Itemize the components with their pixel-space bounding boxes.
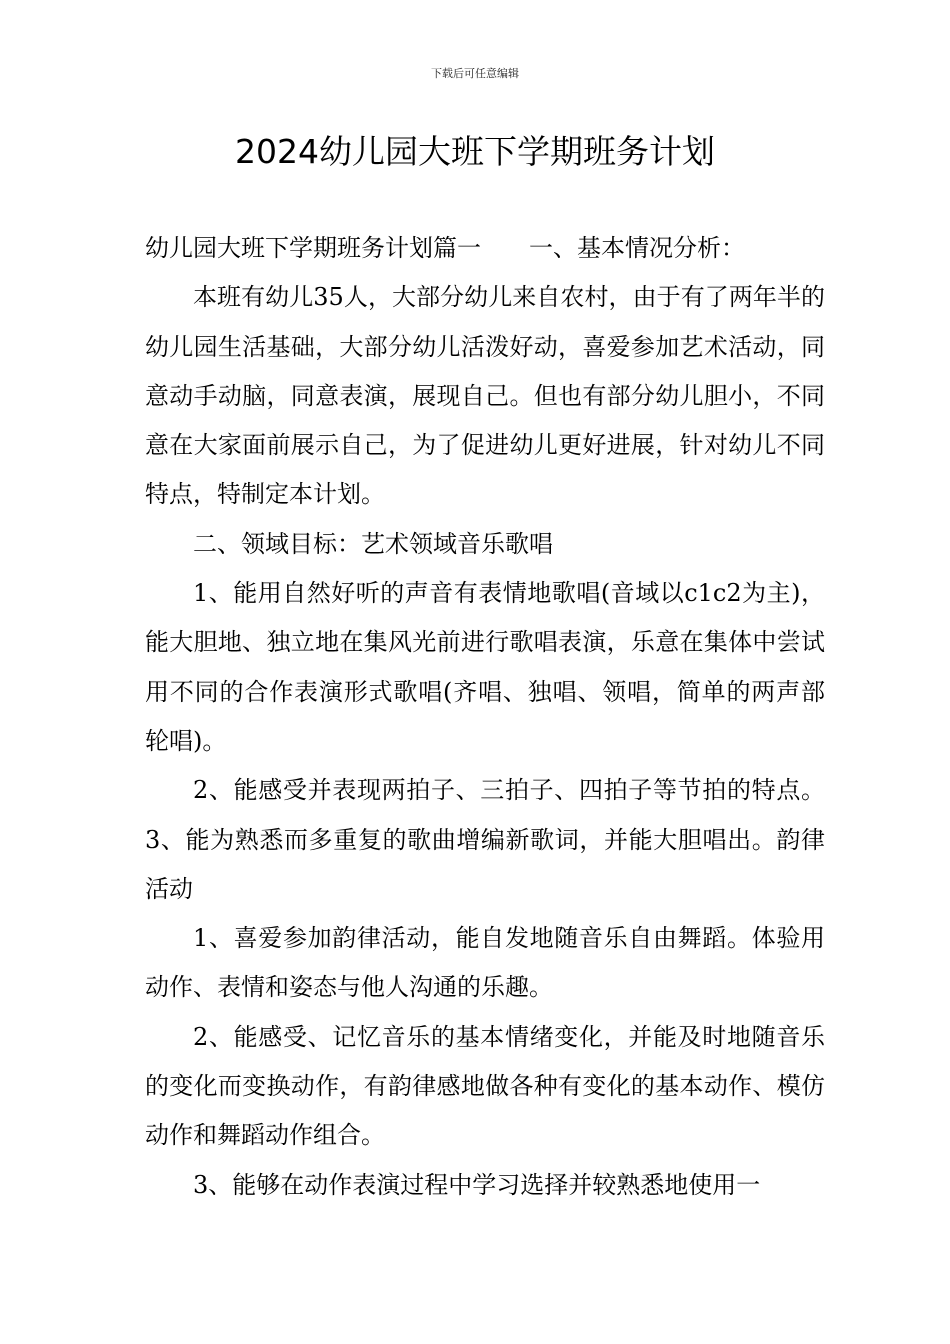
paragraph-goal-2: 2、能感受并表现两拍子、三拍子、四拍子等节拍的特点。3、能为熟悉而多重复的歌曲增编新歌词，并能大胆唱出。韵律活动 [145,776,825,903]
paragraph-rhythm-3: 3、能够在动作表演过程中学习选择并较熟悉地使用一 [193,1170,761,1199]
document-body [145,224,825,1210]
section-heading-goals: 二、领域目标：艺术领域音乐歌唱 [193,529,553,558]
header-note: 下载后可任意编辑 [431,67,519,80]
intro-line [145,224,825,273]
paragraph-goal-1: 1、能用自然好听的声音有表情地歌唱(音域以c1c2为主)，能大胆地、独立地在集风光前进行歌唱表演，乐意在集体中尝试用不同的合作表演形式歌唱(齐唱、独唱、领唱，简单的两声部轮唱)。 [145,579,825,755]
paragraph-basic-situation: 本班有幼儿35人，大部分幼儿来自农村，由于有了两年半的幼儿园生活基础，大部分幼儿活泼好动，喜爱参加艺术活动，同意动手动脑，同意表演，展现自己。但也有部分幼儿胆小，不同意在大家面前展示自己，为了促进幼儿更好进展，针对幼儿不同特点，特制定本计划。 [145,283,825,509]
paragraph-rhythm-1: 1、喜爱参加韵律活动，能自发地随音乐自由舞蹈。体验用动作、表情和姿态与他人沟通的乐趣。 [145,924,825,1002]
paragraph-rhythm-2: 2、能感受、记忆音乐的基本情绪变化，并能及时地随音乐的变化而变换动作，有韵律感地做各种有变化的基本动作、模仿动作和舞蹈动作组合。 [145,1022,825,1150]
document-title: 2024幼儿园大班下学期班务计划 [235,132,715,171]
intro-heading: 幼儿园大班下学期班务计划篇一 [145,234,481,262]
section-heading-basic: 一、基本情况分析： [529,234,745,262]
